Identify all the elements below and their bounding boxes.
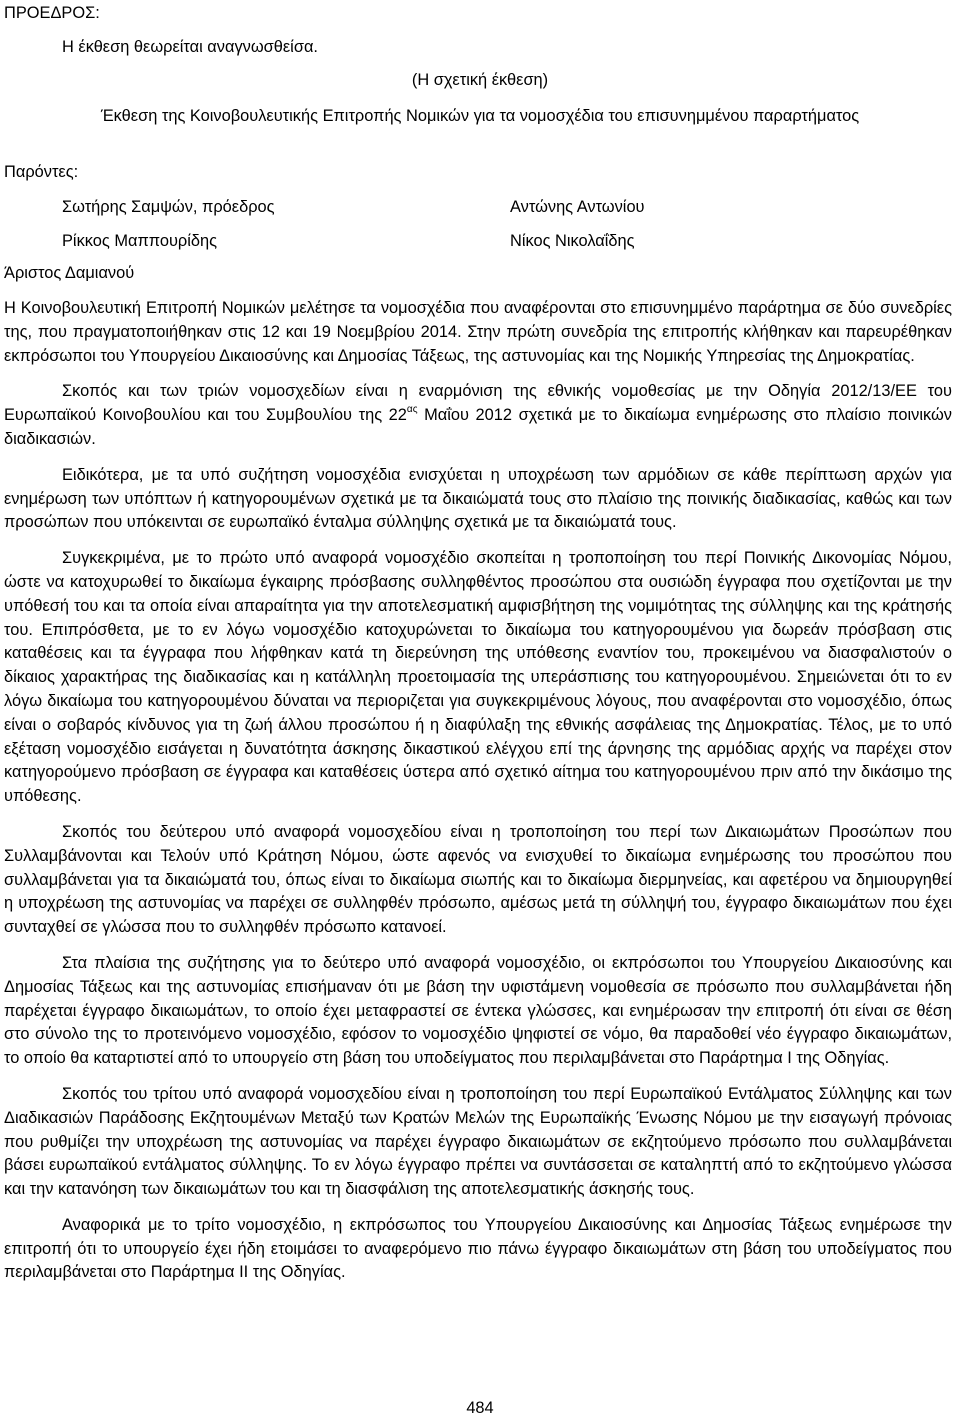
body-paragraph: Αναφορικά με το τρίτο νομοσχέδιο, η εκπρόσωπος του Υπουργείου Δικαιοσύνης και Δημοσίας Τάξεως ενημέρωσε την επιτροπή ότι το υπουργείο έχει ήδη ετοιμάσει το αναφερόμενο πιο πάνω έγγραφο δικαιωμάτων στη βάση του υποδείγματος που περιλαμβάνεται στο Παράρτημα ΙΙ της Οδηγίας. bbox=[4, 1215, 952, 1282]
body-paragraph: Ειδικότερα, με τα υπό συζήτηση νομοσχέδια ενισχύεται η υποχρέωση των αρμόδιων σε κάθε περίπτωση αρχών για ενημέρωση των υπόπτων ή κατηγορουμένων σχετικά με τα δικαιώματά τους στο πλαίσιο της ποινικής διαδικασίας, καθώς και των προσώπων που υπόκεινται σε ευρωπαϊκό ένταλμα σύλληψης σχετικά με τα δικαιώματά τους. bbox=[4, 465, 952, 532]
body-paragraph: Συγκεκριμένα, με το πρώτο υπό αναφορά νομοσχέδιο σκοπείται η τροποποίηση του περί Ποινικής Δικονομίας Νόμου, ώστε να κατοχυρωθεί το δικαίωμα έγκαιρης πρόσβασης συλληφθέντος προσώπου στα ουσιώδη έγγραφα που σχετίζονται με την υπόθεσή του και τα οποία είναι απαραίτητα για την αποτελεσματική αμφισβήτηση της νομιμότητας της σύλληψης και της κράτησής του. Επιπρόσθετα, με το εν λόγω νομοσχέδιο κατοχυρώνεται το δικαίωμα του κατηγορουμένου για δωρεάν πρόσβαση στις καταθέσεις και τα έγγραφα που λήφθηκαν κατά τη διερεύνηση της υπόθεσης εναντίον του, προκειμένου να διασφαλιστούν ο δίκαιος χαρακτήρας της διαδικασίας και η κατάλληλη προετοιμασία της υπεράσπισης του κατηγορουμένου. Σημειώνεται ότι το εν λόγω δικαίωμα του κατηγορουμένου δύναται να περιοριζεται για συγκεκριμένους λόγους, που αναφέρονται στο νομοσχέδιο, όπως είναι ο σοβαρός κίνδυνος για τη ζωή άλλου προσώπου ή η διαφύλαξη της εθνικής ασφάλειας της Δημοκρατίας. Τέλος, με το υπό εξέταση νομοσχέδιο εισάγεται η δυνατότητα άσκησης δικαστικού ελέγχου επί της άρνησης της αρμόδιας αρχής να παρέχει στον κατηγορούμενο πρόσβαση σε έγγραφα και καταθέσεις ύστερα από σχετικό αίτημα του κατηγορουμένου πριν από την δικάσιμο της υπόθεσης. bbox=[4, 549, 952, 806]
purpose-text: Σκοπός και των τριών νομοσχεδίων είναι η εναρμόνιση της εθνικής νομοθεσίας με την Οδηγία 2012/13/ΕΕ του Ευρωπαϊκού Κοινοβουλίου και του Συμβουλίου της 22 bbox=[4, 382, 952, 425]
body-paragraph: Σκοπός του δεύτερου υπό αναφορά νομοσχεδίου είναι η τροποποίηση του περί των Δικαιωμάτων Προσώπων που Συλλαμβάνονται και Τελούν υπό Κράτηση Νόμου, ώστε αφενός να ενισχυθεί το δικαίωμα ενημέρωσης του προσώπου που συλλαμβάνεται για τα δικαιώματά του, όπως είναι το δικαίωμα σιωπής και το δικαίωμα διερμηνείας, και αφετέρου να δημιουργηθεί η υποχρέωση της αστυνομίας να παρέχει σε συλληφθέν πρόσωπο, αμέσως μετά τη σύλληψή του, έγγραφο δικαιωμάτων που έχει συνταχθεί σε γλώσσα που το συλληφθέν πρόσωπο κατανοεί. bbox=[4, 822, 952, 937]
purpose-paragraph bbox=[4, 380, 952, 451]
body-paragraph: Η Κοινοβουλευτική Επιτροπή Νομικών μελέτησε τα νομοσχέδια που αναφέρονται στο επισυνημμένο παράρτημα σε δύο συνεδρίες της, που πραγματοποιήθηκαν στις 12 και 19 Νοεμβρίου 2014. Στην πρώτη συνεδρία της επιτροπής κλήθηκαν και παρευρέθηκαν εκπρόσωποι του Υπουργείου Δικαιοσύνης και Δημοσίας Τάξεως, της αστυνομίας και της Νομικής Υπηρεσίας της Δημοκρατίας. bbox=[4, 299, 952, 365]
member-name: Νίκος Νικολαΐδης bbox=[510, 232, 635, 250]
report-read-statement: Η έκθεση θεωρείται αναγνωσθείσα. bbox=[62, 38, 318, 56]
body-paragraph: Στα πλαίσια της συζήτησης για το δεύτερο υπό αναφορά νομοσχέδιο, οι εκπρόσωποι του Υπουργείου Δικαιοσύνης και Δημοσίας Τάξεως και της αστυνομίας επισήμαναν ότι με βάση την υφιστάμενη νομοθεσία σε πρόσωπο που συλλαμβάνεται ήδη παρέχεται έγγραφο δικαιωμάτων, το οποίο έχει μεταφραστεί σε έντεκα γλώσσες, και ενημέρωσαν την επιτροπή ότι είναι σε θέση στο σύνολο της το προτεινόμενο νομοσχέδιο, εφόσον το νομοσχέδιο ψηφιστεί σε νόμο, θα παραδοθεί νέο έγγραφο δικαιωμάτων, το οποίο θα καταρτιστεί από το υπουργείο στη βάση του υποδείγματος που περιλαμβάνεται στο Παράρτημα Ι της Οδηγίας. bbox=[4, 953, 952, 1068]
member-name: Σωτήρης Σαμψών, πρόεδρος bbox=[62, 198, 275, 216]
purpose-text-end: Μαΐου 2012 σχετικά με το δικαίωμα ενημέρωσης στο πλαίσιο ποινικών διαδικασιών. bbox=[4, 406, 952, 448]
speaker-label: ΠΡΟΕΔΡΟΣ: bbox=[4, 4, 100, 22]
report-title: Έκθεση της Κοινοβουλευτικής Επιτροπής Νομικών για τα νομοσχέδια του επισυνημμένου παραρτήματος bbox=[100, 107, 860, 125]
report-body bbox=[4, 297, 952, 1297]
related-report-label: (Η σχετική έκθεση) bbox=[411, 71, 549, 89]
member-name: Άριστος Δαμιανού bbox=[4, 264, 135, 282]
ordinal-suffix: ας bbox=[406, 404, 418, 416]
member-name: Ρίκκος Μαππουρίδης bbox=[62, 232, 218, 250]
page-number: 484 bbox=[466, 1399, 494, 1417]
member-name: Αντώνης Αντωνίου bbox=[510, 198, 645, 216]
body-paragraph: Σκοπός του τρίτου υπό αναφορά νομοσχεδίου είναι η τροποποίηση του περί Ευρωπαϊκού Εντάλματος Σύλληψης και των Διαδικασιών Παράδοσης Εκζητουμένων Μεταξύ των Κρατών Μελών της Ευρωπαϊκής Ένωσης Νόμου με την εισαγωγή πρόνοιας που ρυθμίζει την υποχρέωση της αστυνομίας να παρέχει έγγραφο δικαιωμάτων σε εκζητούμενο πρόσωπο που συλλαμβάνεται βάσει ευρωπαϊκού εντάλματος σύλληψης. Το εν λόγω έγγραφο πρέπει να συντάσσεται σε καταληπτή από το εκζητούμενο γλώσσα και την κατανόηση των δικαιωμάτων του και τη διασφάλιση της αποτελεσματικής άσκησής τους. bbox=[4, 1084, 952, 1199]
present-label: Παρόντες: bbox=[4, 163, 79, 181]
